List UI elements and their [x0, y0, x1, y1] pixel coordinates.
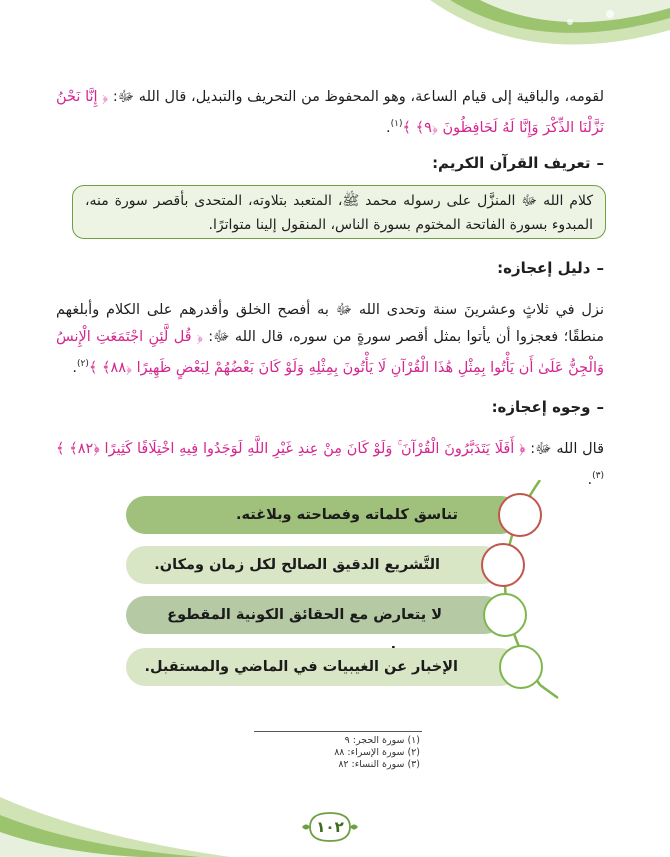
- footnote-3: (٣) سورة النساء: ٨٢: [338, 759, 420, 770]
- definition-box: [72, 185, 606, 239]
- aspect-node-2: [481, 543, 525, 587]
- definition-text: كلام الله ﷻ المنزَّل على رسوله محمد ﷺ، المتعبد بتلاوته، المتحدى بأقصر سورة منه، المبدوء بسورة الفاتحة المختوم بسورة الناس، المنقول إلينا متواترًا.: [85, 193, 593, 233]
- aspects-verse: ﴿ أَفَلَا يَتَدَبَّرُونَ الْقُرْآنَ ۚ وَلَوْ كَانَ مِنْ عِندِ غَيْرِ اللَّهِ لَوَجَدُوا فِيهِ اخْتِلَافًا كَثِيرًا ﴿٨٢﴾ ﴾: [56, 441, 526, 457]
- aspect-item-4: الإخبار عن الغيبيات في الماضي والمستقبل.: [126, 648, 520, 686]
- proof-heading: –دليل إعجازه:: [497, 259, 604, 277]
- aspect-node-1: [498, 493, 542, 537]
- aspects-heading: –وجوه إعجازه:: [491, 398, 604, 416]
- aspect-item-1: تناسق كلماته وفصاحته وبلاغته.: [126, 496, 520, 534]
- footnote-separator: [254, 731, 422, 732]
- aspect-item-2: التَّشريع الدقيق الصالح لكل زمان ومكان.: [126, 546, 502, 584]
- footnotes: [334, 735, 420, 771]
- intro-text: لقومه، والباقية إلى قيام الساعة، وهو المحفوظ من التحريف والتبديل، قال الله ﷻ:: [112, 89, 604, 105]
- aspect-node-3: [483, 593, 527, 637]
- aspect-node-4: [499, 645, 543, 689]
- intro-paragraph: [56, 84, 604, 142]
- page-number: ١٠٢: [316, 818, 344, 836]
- footnote-ref-2: (٢): [76, 359, 89, 369]
- footnote-ref-1: (١): [390, 119, 403, 129]
- intro-verse: ﴿ إِنَّا نَحْنُ نَزَّلْنَا الذِّكْرَ وَإِنَّا لَهُ لَحَافِظُونَ ﴿٩﴾ ﴾: [56, 89, 604, 136]
- aspects-text: قال الله ﷻ:: [530, 441, 604, 457]
- proof-text: نزل في ثلاثٍ وعشرينَ سنة وتحدى الله ﷻ به أفصح الخلق وأقدرهم على الكلام وأبلغهم منطقًا؛ فعجزوا أن يأتوا بمثل أقصر سورةٍ من سوره، قال الله ﷻ:: [56, 302, 604, 345]
- footnote-ref-3: (٣): [592, 471, 604, 481]
- bottom-corner-ornament: [0, 777, 230, 857]
- proof-paragraph: [56, 297, 604, 382]
- aspects-end: .: [587, 471, 593, 488]
- footnote-1: (١) سورة الحجر: ٩: [344, 735, 420, 746]
- proof-end: .: [72, 359, 77, 376]
- aspects-diagram: [0, 480, 670, 700]
- footnote-2: (٢) سورة الإسراء: ٨٨: [334, 747, 420, 758]
- aspect-item-3: لا يتعارض مع الحقائق الكونية المقطوع: [126, 596, 504, 634]
- definition-heading: –تعريف القرآن الكريم:: [432, 154, 604, 172]
- proof-verse: ﴿ قُل لَّئِنِ اجْتَمَعَتِ الْإِنسُ وَالْجِنُّ عَلَىٰ أَن يَأْتُوا بِمِثْلِ هَٰذَا الْقُرْآنِ لَا يَأْتُونَ بِمِثْلِهِ وَلَوْ كَانَ بَعْضُهُمْ لِبَعْضٍ ظَهِيرًا ﴿٨٨﴾ ﴾: [56, 329, 604, 376]
- top-corner-ornament: [410, 0, 670, 60]
- intro-end: .: [386, 119, 391, 136]
